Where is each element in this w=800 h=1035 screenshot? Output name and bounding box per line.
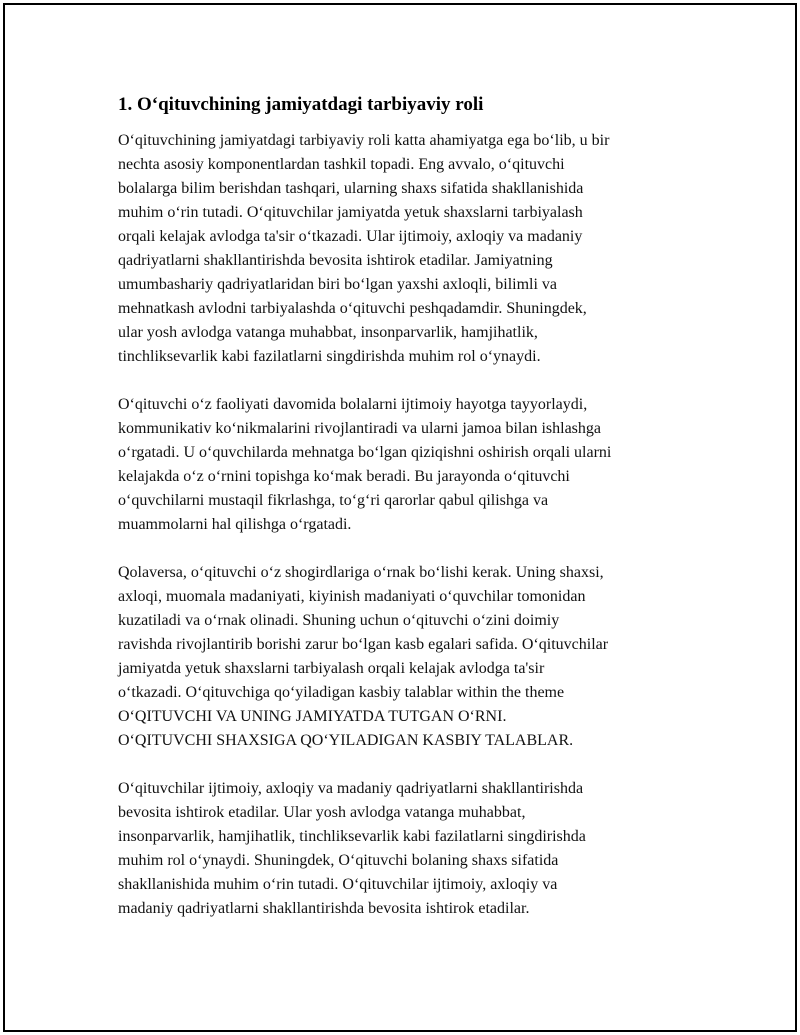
- section-heading: 1. O‘qituvchining jamiyatdagi tarbiyaviy roli: [118, 94, 484, 115]
- paragraph-1: O‘qituvchining jamiyatdagi tarbiyaviy roli katta ahamiyatga ega bo‘lib, u bir nechta asosiy komponentlardan tashkil topadi. Eng avvalo, o‘qituvchi bolalarga bilim berishdan tashqari, ularning shaxs sifatida shakllanishida muhim o‘rin tutadi. O‘qituvchilar jamiyatda yetuk shaxslarni tarbiyalash orqali kelajak avlodga ta'sir o‘tkazadi. Ular ijtimoiy, axloqiy va madaniy qadriyatlarni shakllantirishda bevosita ishtirok etadilar. Jamiyatning umumbashariy qadriyatlaridan biri bo‘lgan yaxshi axloqli, bilimli va mehnatkash avlodni tarbiyalashda o‘qituvchi peshqadamdir. Shuningdek, ular yosh avlodga vatanga muhabbat, insonparvarlik, hamjihatlik, tinchliksevarlik kabi fazilatlarni singdirishda muhim rol o‘ynaydi.: [118, 132, 610, 365]
- paragraph-2: O‘qituvchi o‘z faoliyati davomida bolalarni ijtimoiy hayotga tayyorlaydi, kommunikativ ko‘nikmalarini rivojlantiradi va ularni jamoa bilan ishlashga o‘rgatadi. U o‘quvchilarda mehnatga bo‘lgan qiziqishni oshirish orqali ularni kelajakda o‘z o‘rnini topishga ko‘mak beradi. Bu jarayonda o‘qituvchi o‘quvchilarni mustaqil fikrlashga, to‘g‘ri qarorlar qabul qilishga va muammolarni hal qilishga o‘rgatadi.: [118, 396, 612, 533]
- document-body: [118, 93, 688, 945]
- paragraph-4: O‘qituvchilar ijtimoiy, axloqiy va madaniy qadriyatlarni shakllantirishda bevosita ishtirok etadilar. Ular yosh avlodga vatanga muhabbat, insonparvarlik, hamjihatlik, tinchliksevarlik kabi fazilatlarni singdirishda muhim rol o‘ynaydi. Shuningdek, O‘qituvchi bolaning shaxs sifatida shakllanishida muhim o‘rin tutadi. O‘qituvchilar ijtimoiy, axloqiy va madaniy qadriyatlarni shakllantirishda bevosita ishtirok etadilar.: [118, 780, 586, 917]
- paragraph-3: Qolaversa, o‘qituvchi o‘z shogirdlariga o‘rnak bo‘lishi kerak. Uning shaxsi, axloqi, muomala madaniyati, kiyinish madaniyati o‘quvchilar tomonidan kuzatiladi va o‘rnak olinadi. Shuning uchun o‘qituvchi o‘zini doimiy ravishda rivojlantirib borishi zarur bo‘lgan kasb egalari safida. O‘qituvchilar jamiyatda yetuk shaxslarni tarbiyalash orqali kelajak avlodga ta'sir o‘tkazadi. O‘qituvchiga qo‘yiladigan kasbiy talablar within the theme O‘QITUVCHI VA UNING JAMIYATDA TUTGAN O‘RNI. O‘QITUVCHI SHAXSIGA QO‘YILADIGAN KASBIY TALABLAR.: [118, 564, 609, 749]
